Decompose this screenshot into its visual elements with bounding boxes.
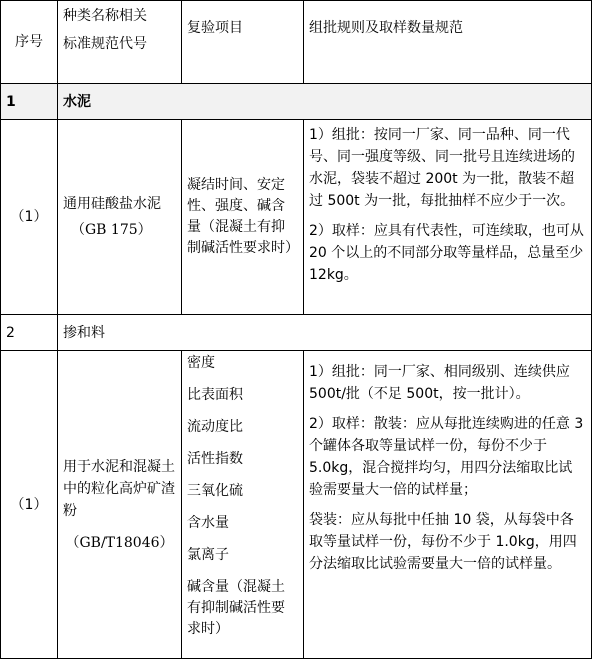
rule-paragraph: 1）组批：同一厂家、相同级别、连续供应 500t/批（不足 500t，按一批计）。 [309,364,570,402]
test-item: 比表面积 [187,387,243,403]
test-item: 含水量 [187,515,229,531]
test-items [182,351,304,659]
material-row-slag [1,351,592,659]
material-name: 通用硅酸盐水泥 （GB 175） [58,120,182,315]
section-row-cement [1,84,592,120]
section-row-admixture [1,315,592,351]
test-item: 活性指数 [187,451,243,467]
section-seq: 2 [1,315,58,351]
test-items [182,120,304,315]
rule-paragraph: 1）组批：按同一厂家、同一品种、同一代号、同一强度等级、同一批号且连续进场的水泥，袋装不超过 200t 为一批，散装不超过 500t 为一批，每批抽样不应少于一次。 [309,127,575,209]
header-name: 种类名称相关 标准规范代号 [58,1,182,84]
sampling-rules [304,120,592,315]
test-item: 密度 [187,355,215,371]
material-row-cement [1,120,592,315]
test-item: 流动度比 [187,419,243,435]
header-seq: 序号 [1,1,58,84]
rule-paragraph: 2）取样：应具有代表性，可连续取，也可从 20 个以上的不同部分取等量样品，总量至少 12kg。 [309,223,584,283]
header-row [1,1,592,84]
material-name: 用于水泥和混凝土中的粒化高炉矿渣粉 （GB/T18046） [58,351,182,659]
section-title: 掺和料 [58,315,592,351]
section-seq: 1 [1,84,58,120]
sampling-rules [304,351,592,659]
test-item: 氯离子 [187,547,229,563]
test-item: 碱含量（混凝土有抑制碱活性要求时） [187,579,285,637]
material-seq: （1） [1,351,58,659]
header-items: 复验项目 [182,1,304,84]
test-item: 凝结时间、安定性、强度、碱含量（混凝土有抑制碱活性要求时） [187,177,299,256]
rule-paragraph: 袋装：应从每批中任抽 10 袋，从每袋中各取等量试样一份，每份不少于 1.0kg，用四分法缩取比试验需要量大一倍的试样量。 [309,512,577,572]
test-item: 三氧化硫 [187,483,243,499]
header-rules: 组批规则及取样数量规范 [304,1,592,84]
material-seq: （1） [1,120,58,315]
rule-paragraph: 2）取样：散装：应从每批连续购进的任意 3 个罐体各取等量试样一份，每份不少于 5.0kg，混合搅拌均匀，用四分法缩取比试验需要量大一倍的试样量； [309,416,584,498]
section-title: 水泥 [58,84,592,120]
